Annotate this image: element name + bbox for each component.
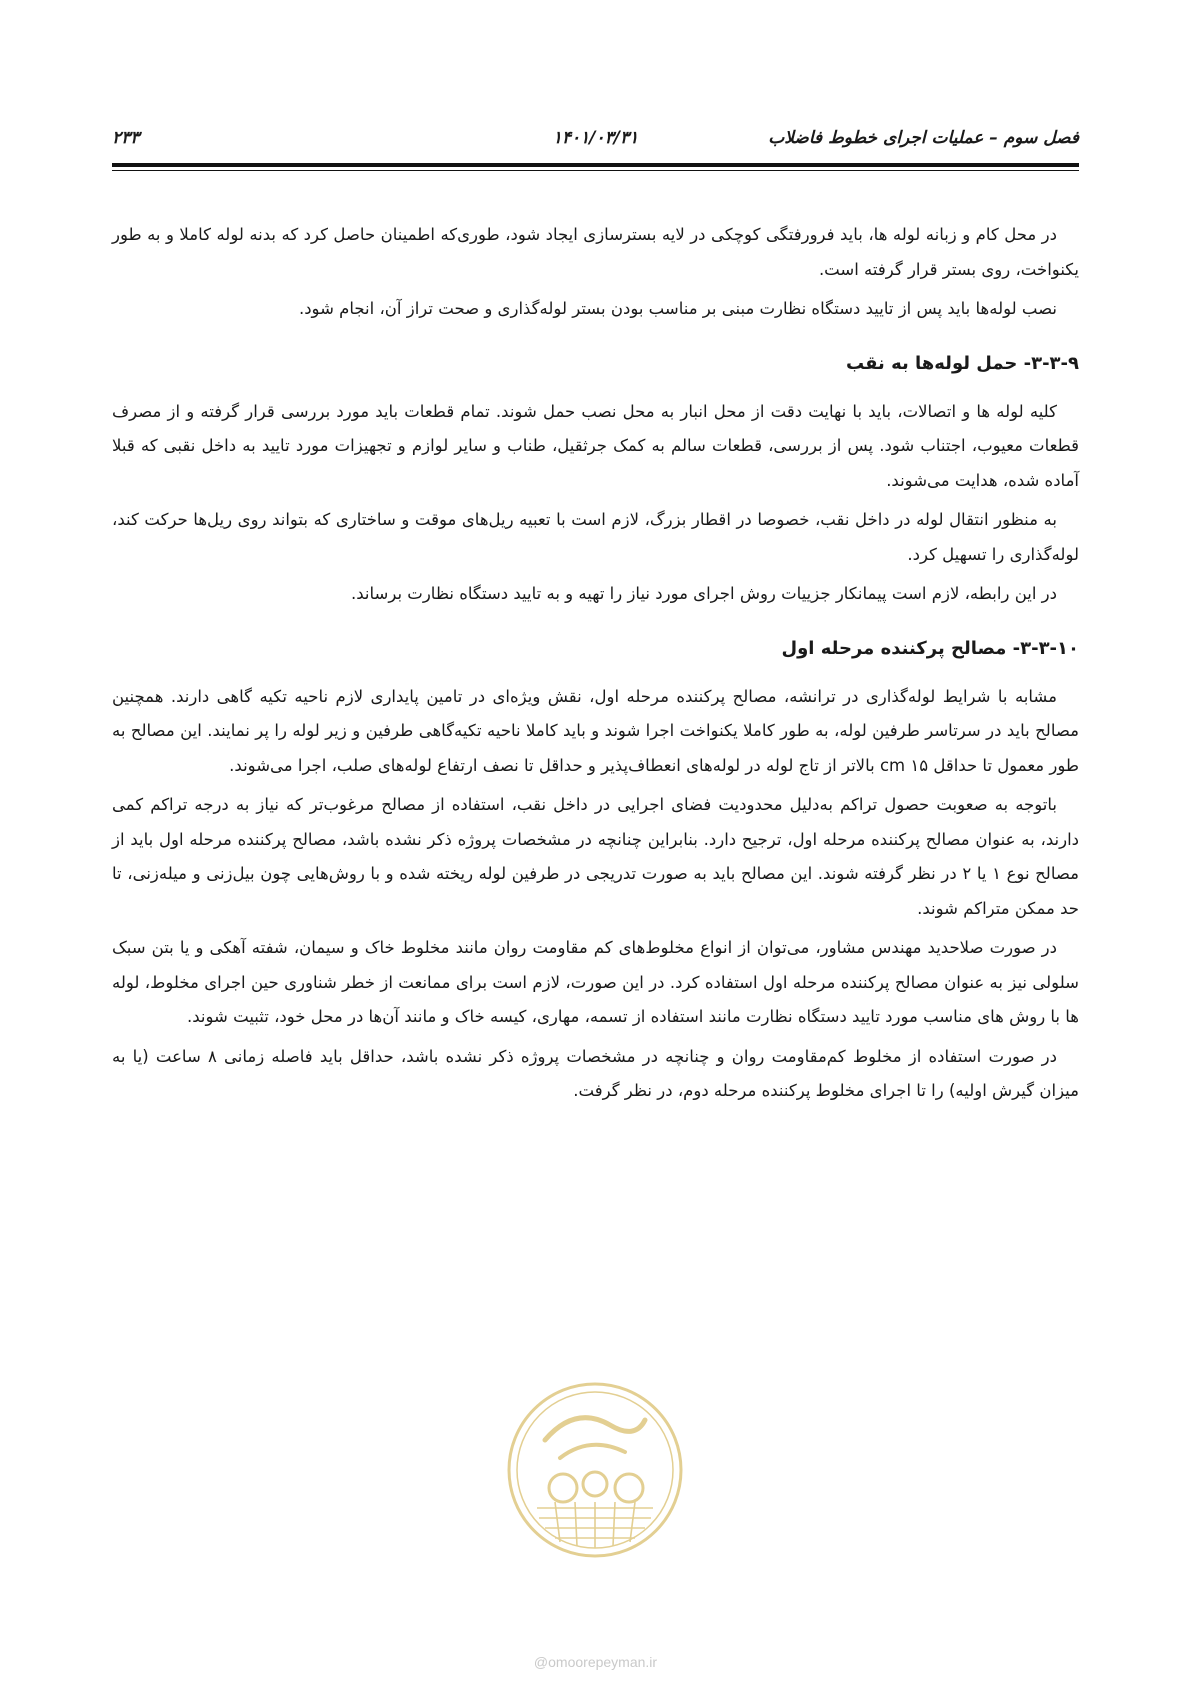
paragraph: در این رابطه، لازم است پیمانکار جزییات روش اجرای مورد نیاز را تهیه و به تایید دستگاه نظارت برساند. xyxy=(351,584,1057,603)
section-heading: ۳-۳-۱۰- مصالح پرکننده مرحله اول xyxy=(781,637,1079,659)
page-number: ۲۳۳ xyxy=(112,128,140,148)
header-rule-thick xyxy=(112,163,1079,167)
page-header xyxy=(112,128,1079,158)
paragraph: باتوجه به صعوبت حصول تراکم به‌دلیل محدودیت فضای اجرایی در داخل نقب، استفاده از مصالح مرغوب‌تر که نیاز به درجه تراکم کمی دارند، به عنوان مصالح پرکننده مرحله اول، ترجیح دارد. بنابراین چنانچه در مشخصات پروژه ذکر نشده باشد، مصالح پرکننده مرحله اول باید از مصالح نوع ۱ یا ۲ در نظر گرفته شوند. این مصالح باید به صورت تدریجی در طرفین لوله ریخته شده و با روش‌هایی چون بیل‌زنی و میله‌زنی، تا حد ممکن متراکم شوند. xyxy=(112,795,1080,918)
watermark-site-link: @omoorepeyman.ir xyxy=(533,1654,658,1670)
paragraph: نصب لوله‌ها باید پس از تایید دستگاه نظارت مبنی بر مناسب بودن بستر لوله‌گذاری و صحت تراز آن، انجام شود. xyxy=(298,299,1057,318)
paragraph: به منظور انتقال لوله در داخل نقب، خصوصا در اقطار بزرگ، لازم است با تعبیه ریل‌های موقت و ساختاری که بتواند روی ریل‌ها حرکت کند، لوله‌گذاری را تسهیل کرد. xyxy=(112,510,1079,564)
section-heading: ۳-۳-۹- حمل لوله‌ها به نقب xyxy=(846,352,1079,374)
paragraph: در محل کام و زبانه لوله ها، باید فرورفتگی کوچکی در لایه بسترسازی ایجاد شود، طوری‌که اطمینان حاصل کرد که بدنه لوله کاملا و به طور یکنواخت، روی بستر قرار گرفته است. xyxy=(112,225,1079,279)
header-rule-thin xyxy=(112,170,1079,171)
paragraph: در صورت استفاده از مخلوط کم‌مقاومت روان و چنانچه در مشخصات پروژه ذکر نشده باشد، حداقل باید فاصله زمانی ۸ ساعت (یا به میزان گیرش اولیه) را تا اجرای مخلوط پرکننده مرحله دوم، در نظر گرفت. xyxy=(112,1046,1079,1100)
paragraph: کلیه لوله ها و اتصالات، باید با نهایت دقت از محل انبار به محل نصب حمل شوند. تمام قطعات باید مورد بررسی قرار گرفته و از مصرف قطعات معیوب، اجتناب شود. پس از بررسی، قطعات سالم به کمک جرثقیل، طناب و سایر لوازم و تجهیزات مورد تایید به داخل نقبی که قبلا آماده شده، هدایت می‌شوند. xyxy=(112,401,1079,490)
chapter-title: فصل سوم – عملیات اجرای خطوط فاضلاب xyxy=(768,128,1079,148)
paragraph: در صورت صلاحدید مهندس مشاور، می‌توان از انواع مخلوط‌های کم مقاومت روان مانند مخلوط خاک و سیمان، شفته آهکی و یا بتن سبک سلولی نیز به عنوان مصالح پرکننده مرحله اول استفاده کرد. در این صورت، لازم است برای ممانعت از خطر شناوری حین اجرای مخلوط، لوله ها با روش های مناسب مورد تایید دستگاه نظارت مانند استفاده از تسمه، مهاری، کیسه خاک و مانند آن‌ها در محل خود، تثبیت شوند. xyxy=(112,938,1079,1026)
header-date: ۱۴۰۱/۰۳/۳۱ xyxy=(552,128,639,148)
body-content xyxy=(112,218,1079,1114)
watermark-seal-icon xyxy=(505,1380,685,1560)
paragraph: مشابه با شرایط لوله‌گذاری در ترانشه، مصالح پرکننده مرحله اول، نقش ویژه‌ای در تامین پایداری لازم ناحیه تکیه گاهی دارند. همچنین مصالح باید در سرتاسر طرفین لوله، به طور کاملا یکنواخت اجرا شوند و باید کاملا ناحیه تکیه‌گاهی طرفین و زیر لوله را پر نمایند. این مصالح به طور معمول تا حداقل ۱۵ cm بالاتر از تاج لوله در لوله‌های انعطاف‌پذیر و حداقل تا نصف ارتفاع لوله‌های صلب، اجرا می‌شوند. xyxy=(112,686,1079,775)
